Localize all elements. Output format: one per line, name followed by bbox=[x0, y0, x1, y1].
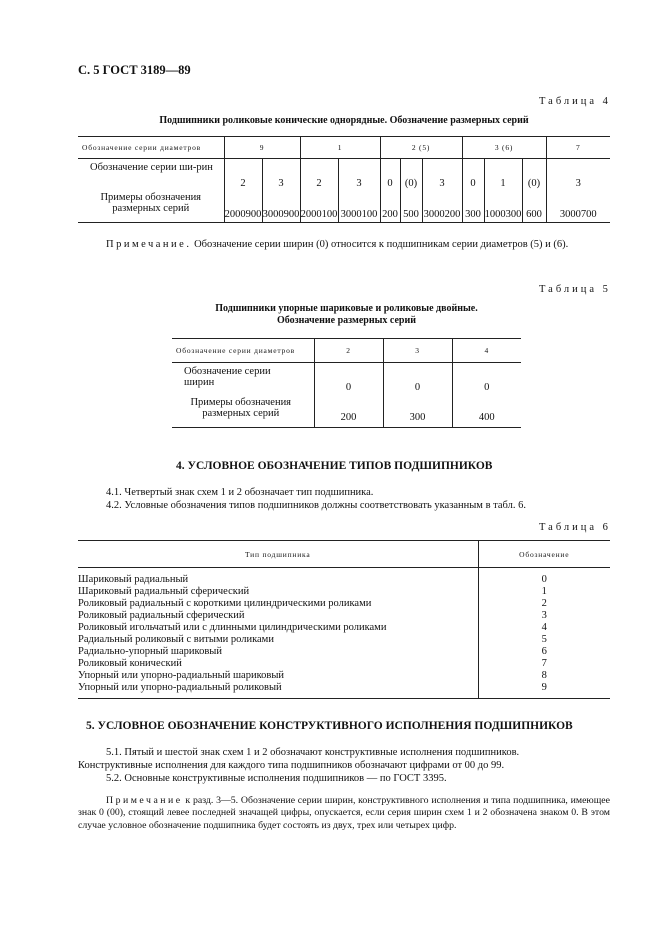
t6-type: Роликовый радиальный с короткими цилиндрическими роликами bbox=[78, 598, 372, 609]
table4-title: Подшипники роликовые конические однорядные. Обозначение размерных серий bbox=[159, 115, 529, 126]
t5-width-value: 0 bbox=[383, 363, 452, 393]
t5-diam-label: Обозначение серии диаметров bbox=[172, 339, 314, 363]
table5-title-line2: Обозначение размерных серий bbox=[277, 315, 416, 326]
t6-code: 0 bbox=[478, 568, 610, 587]
t4-example-value: 2000900 bbox=[224, 189, 262, 223]
note-label: Примечание bbox=[106, 795, 183, 806]
t4-width-value: 1 bbox=[484, 159, 522, 189]
t6-code: 9 bbox=[478, 682, 610, 699]
t6-col-code: Обозначение bbox=[478, 541, 610, 568]
t4-diam-1: 1 bbox=[300, 137, 380, 159]
t4-width-value: 0 bbox=[380, 159, 400, 189]
note-table4 bbox=[106, 238, 616, 251]
t4-example-value: 600 bbox=[522, 189, 546, 223]
t6-code: 5 bbox=[478, 634, 610, 646]
t4-width-value: (0) bbox=[522, 159, 546, 189]
t6-code: 3 bbox=[478, 610, 610, 622]
t4-width-value: 3 bbox=[262, 159, 300, 189]
t4-example-value: 3000100 bbox=[338, 189, 380, 223]
t5-example-value: 300 bbox=[383, 393, 452, 428]
table4-caption: Таблица 4 bbox=[539, 96, 611, 107]
page-header: С. 5 ГОСТ 3189—89 bbox=[78, 63, 191, 77]
t5-width-label: Обозначение серии ширин bbox=[172, 363, 314, 393]
table4 bbox=[78, 136, 610, 223]
table6 bbox=[78, 540, 610, 699]
t5-diam-value: 3 bbox=[383, 339, 452, 363]
t4-example-value: 3000900 bbox=[262, 189, 300, 223]
section4-title: 4. УСЛОВНОЕ ОБОЗНАЧЕНИЕ ТИПОВ ПОДШИПНИКОВ bbox=[176, 460, 493, 472]
t5-diam-value: 4 bbox=[452, 339, 521, 363]
t6-type: Роликовый игольчатый или с длинными цилиндрическими роликами bbox=[78, 622, 387, 633]
t5-example-value: 400 bbox=[452, 393, 521, 428]
t6-col-type: Тип подшипника bbox=[78, 541, 478, 568]
t6-type: Шариковый радиальный сферический bbox=[78, 586, 250, 597]
table5-title-line1: Подшипники упорные шариковые и роликовые двойные. bbox=[215, 303, 478, 314]
t4-example-value: 3000200 bbox=[422, 189, 462, 223]
section4-p2: 4.2. Условные обозначения типов подшипников должны соответствовать указанным в табл. 6. bbox=[106, 500, 526, 511]
t4-width-label: Обозначение серии ши-рин bbox=[78, 159, 224, 189]
t5-example-value: 200 bbox=[314, 393, 383, 428]
t4-width-value: 0 bbox=[462, 159, 484, 189]
t4-example-value: 300 bbox=[462, 189, 484, 223]
t6-type: Роликовый радиальный сферический bbox=[78, 610, 245, 621]
section5-p1a: 5.1. Пятый и шестой знак схем 1 и 2 обозначают конструктивные исполнения подшипников. bbox=[106, 747, 520, 758]
t4-example-value: 1000300 bbox=[484, 189, 522, 223]
table5 bbox=[172, 338, 521, 428]
t4-example-value: 500 bbox=[400, 189, 422, 223]
t4-diam-3-6: 3 (6) bbox=[462, 137, 546, 159]
t6-type: Упорный или упорно-радиальный шариковый bbox=[78, 670, 285, 681]
note-section5 bbox=[78, 795, 610, 832]
t4-example-value: 2000100 bbox=[300, 189, 338, 223]
t5-width-value: 0 bbox=[314, 363, 383, 393]
t4-example-value: 3000700 bbox=[546, 189, 610, 223]
section4-p1: 4.1. Четвертый знак схем 1 и 2 обозначает тип подшипника. bbox=[106, 487, 374, 498]
t4-width-value: 3 bbox=[422, 159, 462, 189]
t4-diam-2-5: 2 (5) bbox=[380, 137, 462, 159]
t4-diam-9: 9 bbox=[224, 137, 300, 159]
t4-diam-label: Обозначение серии диаметров bbox=[78, 137, 224, 159]
t5-diam-value: 2 bbox=[314, 339, 383, 363]
t5-example-label: Примеры обозначения размерных серий bbox=[172, 393, 314, 428]
t4-width-value: 2 bbox=[300, 159, 338, 189]
note-text: Обозначение серии ширин (0) относится к подшипникам серии диаметров (5) и (6). bbox=[191, 239, 569, 250]
t4-example-label: Примеры обозначения размерных серий bbox=[78, 189, 224, 223]
t6-type: Роликовый конический bbox=[78, 658, 182, 669]
t4-width-value: 3 bbox=[546, 159, 610, 189]
t5-width-value: 0 bbox=[452, 363, 521, 393]
section5-p2: 5.2. Основные конструктивные исполнения подшипников — по ГОСТ 3395. bbox=[106, 773, 447, 784]
t4-diam-7: 7 bbox=[546, 137, 610, 159]
t6-code: 1 bbox=[478, 586, 610, 598]
t6-code: 7 bbox=[478, 658, 610, 670]
t6-code: 2 bbox=[478, 598, 610, 610]
t6-code: 4 bbox=[478, 622, 610, 634]
t6-code: 6 bbox=[478, 646, 610, 658]
t6-type: Шариковый радиальный bbox=[78, 574, 189, 585]
t4-width-value: 3 bbox=[338, 159, 380, 189]
section5-title: 5. УСЛОВНОЕ ОБОЗНАЧЕНИЕ КОНСТРУКТИВНОГО ИСПОЛНЕНИЯ ПОДШИПНИКОВ bbox=[86, 720, 573, 732]
t4-example-value: 200 bbox=[380, 189, 400, 223]
t6-code: 8 bbox=[478, 670, 610, 682]
table6-caption: Таблица 6 bbox=[539, 522, 611, 533]
t6-type: Радиально-упорный шариковый bbox=[78, 646, 222, 657]
t4-width-value: (0) bbox=[400, 159, 422, 189]
t4-width-value: 2 bbox=[224, 159, 262, 189]
table5-caption: Таблица 5 bbox=[539, 284, 611, 295]
t6-type: Радиальный роликовый с витыми роликами bbox=[78, 634, 274, 645]
t6-type: Упорный или упорно-радиальный роликовый bbox=[78, 682, 478, 699]
section5-p1b: Конструктивные исполнения для каждого типа подшипников обозначают цифрами от 00 до 99. bbox=[78, 760, 505, 771]
note-label: Примечание. bbox=[106, 239, 192, 250]
note-text: к разд. 3—5. Обозначение серии ширин, конструктивного исполнения и типа подшипника, имеющее знак 0 (00), стоящий левее последней значащей цифры, опускается, если серия ширин схем 1 и 2 обозначена знаком 0. В этом случае условное обозначение подшипника будет состоять из двух, трех или четырех цифр. bbox=[78, 795, 610, 831]
